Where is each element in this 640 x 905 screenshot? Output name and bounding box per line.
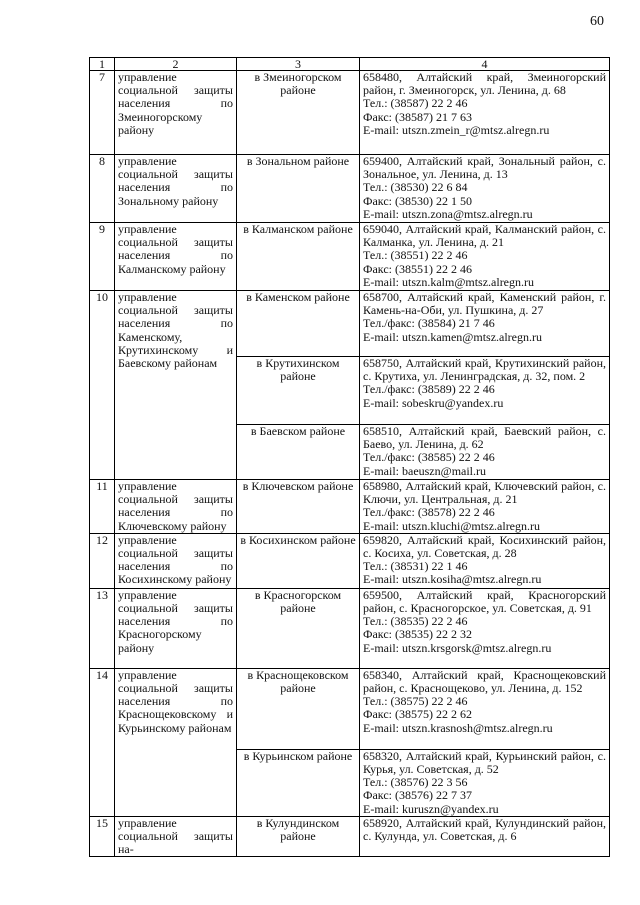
fax: Факс: (38576) 22 7 37 (363, 788, 472, 803)
area-name: в Крутихинском районе (237, 357, 360, 425)
area-name: в Зональном районе (237, 155, 360, 223)
department-name: управление социальной защиты населения по Каменскому, Крутихинскому и Баевскому районам (115, 291, 237, 480)
contact-details (360, 357, 610, 425)
area-name: в Каменском районе (237, 291, 360, 357)
phone: Тел.: (38531) 22 1 46 (363, 559, 468, 574)
contact-details (360, 668, 610, 749)
email: E-mail: utszn.krasnosh@mtsz.alregn.ru (363, 720, 553, 735)
area-name: в Краснощековском районе (237, 668, 360, 749)
phone: Тел.: (38575) 22 2 46 (363, 694, 468, 709)
table-row (90, 155, 610, 223)
table-row (90, 588, 610, 668)
row-number: 7 (90, 71, 115, 155)
email: E-mail: utszn.kosiha@mtsz.alregn.ru (363, 572, 542, 587)
address: 659400, Алтайский край, Зональный район, с. Зональное, ул. Ленина, д. 13 (363, 154, 606, 182)
address: 658320, Алтайский край, Курьинский район, с. Курья, ул. Советская, д. 52 (363, 748, 606, 777)
row-number: 8 (90, 155, 115, 223)
area-name: в Калманском районе (237, 223, 360, 291)
column-header: 1 (90, 58, 115, 71)
table-row (90, 223, 610, 291)
email: E-mail: utszn.kamen@mtsz.alregn.ru (363, 329, 542, 344)
row-number: 9 (90, 223, 115, 291)
contact-details (360, 71, 610, 155)
contact-details (360, 588, 610, 668)
area-name: в Красногорском районе (237, 588, 360, 668)
contact-details (360, 223, 610, 291)
row-number: 13 (90, 588, 115, 668)
phone-fax: Тел./факс: (38584) 21 7 46 (363, 316, 495, 331)
contact-details (360, 155, 610, 223)
column-header: 4 (360, 58, 610, 71)
table-row (90, 71, 610, 155)
contact-details (360, 480, 610, 534)
email: E-mail: sobeskru@yandex.ru (363, 395, 504, 410)
area-name: в Кулундинском районе (237, 816, 360, 857)
phone-fax: Тел./факс: (38589) 22 2 46 (363, 382, 495, 397)
email: E-mail: kuruszn@yandex.ru (363, 801, 499, 816)
column-header: 3 (237, 58, 360, 71)
area-name: в Курьинском районе (237, 749, 360, 816)
table-header-row (90, 58, 610, 71)
phone: Тел.: (38530) 22 6 84 (363, 180, 468, 195)
row-number: 12 (90, 533, 115, 588)
area-name: в Ключевском районе (237, 480, 360, 534)
address: 659040, Алтайский край, Калманский район, с. Калманка, ул. Ленина, д. 21 (363, 222, 606, 250)
table-row (90, 668, 610, 749)
contact-details (360, 291, 610, 357)
email: E-mail: utszn.krsgorsk@mtsz.alregn.ru (363, 640, 552, 655)
row-number: 14 (90, 668, 115, 816)
address: 659820, Алтайский край, Косихинский район, с. Косиха, ул. Советская, д. 28 (363, 532, 606, 561)
fax: Факс: (38535) 22 2 32 (363, 627, 472, 642)
phone-fax: Тел./факс: (38585) 22 2 46 (363, 450, 495, 465)
fax: Факс: (38530) 22 1 50 (363, 193, 472, 208)
department-name: управление социальной защиты населения по Красногорскому району (115, 588, 237, 668)
fax: Факс: (38575) 22 2 62 (363, 707, 472, 722)
email: E-mail: utszn.zona@mtsz.alregn.ru (363, 206, 533, 221)
email: E-mail: utszn.zmein_r@mtsz.alregn.ru (363, 122, 550, 137)
contact-details (360, 749, 610, 816)
email: E-mail: baeuszn@mail.ru (363, 463, 487, 478)
department-name: управление социальной защиты населения по Косихинскому району (115, 533, 237, 588)
column-header: 2 (115, 58, 237, 71)
department-name: управление социальной защиты населения по Калманскому району (115, 223, 237, 291)
address: 658750, Алтайский край, Крутихинский район, с. Крутиха, ул. Ленинградская, д. 32, пом. 2 (363, 356, 606, 384)
row-number: 15 (90, 816, 115, 857)
contact-details (360, 816, 610, 857)
contact-details (360, 425, 610, 480)
department-name: управление социальной защиты населения по Ключевскому району (115, 480, 237, 534)
address: 658510, Алтайский край, Баевский район, с. Баево, ул. Ленина, д. 62 (363, 424, 606, 452)
area-name: в Косихинском районе (237, 533, 360, 588)
table-row (90, 480, 610, 534)
phone-fax: Тел./факс: (38578) 22 2 46 (363, 505, 495, 520)
address: 658920, Алтайский край, Кулундинский район, с. Кулунда, ул. Советская, д. 6 (363, 815, 606, 844)
phone: Тел.: (38551) 22 2 46 (363, 248, 468, 263)
address: 658340, Алтайский край, Краснощековский район, с. Краснощеково, ул. Ленина, д. 152 (363, 667, 606, 696)
department-name: управление социальной защиты населения по Краснощековскому и Курьинскому районам (115, 668, 237, 816)
row-number: 11 (90, 480, 115, 534)
offices-table (89, 57, 610, 857)
fax: Факс: (38587) 21 7 63 (363, 109, 472, 124)
department-name: управление социальной защиты на- (115, 816, 237, 857)
phone: Тел.: (38535) 22 2 46 (363, 614, 468, 629)
department-name: управление социальной защиты населения по Змеиногорскому району (115, 71, 237, 155)
phone: Тел.: (38576) 22 3 56 (363, 775, 468, 790)
email: E-mail: utszn.kalm@mtsz.alregn.ru (363, 274, 535, 289)
email: E-mail: utszn.kluchi@mtsz.alregn.ru (363, 518, 541, 533)
fax: Факс: (38551) 22 2 46 (363, 261, 472, 276)
address: 659500, Алтайский край, Красногорский район, с. Красногорское, ул. Советская, д. 91 (363, 587, 606, 616)
row-number: 10 (90, 291, 115, 480)
table-row (90, 533, 610, 588)
table-row (90, 816, 610, 857)
phone: Тел.: (38587) 22 2 46 (363, 96, 468, 111)
page-number: 60 (590, 14, 604, 29)
address: 658700, Алтайский край, Каменский район, г. Камень-на-Оби, ул. Пушкина, д. 27 (363, 290, 606, 318)
table-row (90, 291, 610, 357)
contact-details (360, 533, 610, 588)
area-name: в Змеиногорском районе (237, 71, 360, 155)
department-name: управление социальной защиты населения по Зональному району (115, 155, 237, 223)
address: 658480, Алтайский край, Змеиногорский район, г. Змеиногорск, ул. Ленина, д. 68 (363, 70, 606, 98)
area-name: в Баевском районе (237, 425, 360, 480)
address: 658980, Алтайский край, Ключевский район, с. Ключи, ул. Центральная, д. 21 (363, 479, 606, 507)
